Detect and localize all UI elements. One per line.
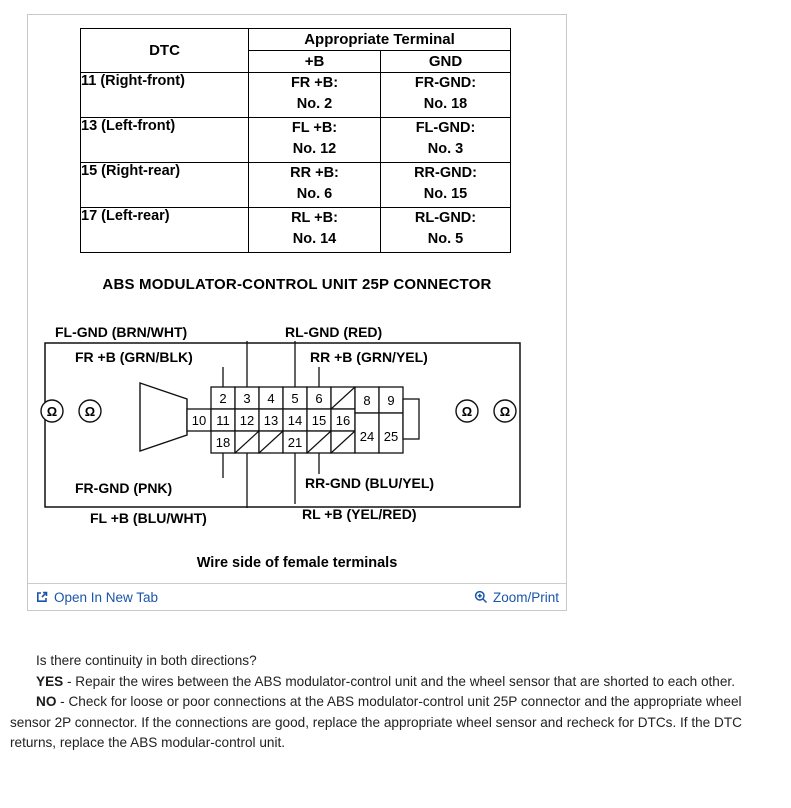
dtc-cell: 13 (Left-front) — [81, 118, 249, 163]
no-label: NO — [36, 694, 57, 710]
pin-number: 8 — [363, 393, 371, 408]
wire-label-fr-b: FR +B (GRN/BLK) — [75, 349, 193, 365]
table-row — [81, 163, 511, 208]
diagnostic-text — [10, 651, 781, 754]
open-in-new-tab-label: Open In New Tab — [54, 589, 159, 605]
pin-number: 11 — [216, 413, 230, 428]
no-text: - Check for loose or poor connections at the ABS modulator-control unit 25P connector and the appropriate wheel sensor 2P connector. If the connections are good, replace the appropriate wheel sensor and recheck for DTCs. If the DTC returns, replace the ABS modular-control unit. — [10, 694, 742, 751]
omega-glyph: Ω — [84, 404, 96, 419]
connector-title: ABS MODULATOR-CONTROL UNIT 25P CONNECTOR — [102, 276, 492, 293]
pin-number: 3 — [243, 391, 251, 406]
question-text: Is there continuity in both directions? — [36, 653, 257, 668]
terminal-name: FR +B: — [290, 75, 339, 91]
terminal-number: No. 3 — [427, 141, 464, 157]
yes-instruction — [10, 672, 781, 693]
pin-number: 5 — [291, 391, 299, 406]
wire-label-rr-b: RR +B (GRN/YEL) — [310, 349, 428, 365]
pin-number: 9 — [387, 393, 395, 408]
omega-glyph: Ω — [461, 404, 473, 419]
wire-label-fr-gnd: FR-GND (PNK) — [75, 480, 173, 496]
terminal-name: RR +B: — [290, 165, 339, 181]
gnd-cell — [381, 163, 511, 208]
terminal-name: RL-GND: — [414, 210, 477, 226]
zoom-print-label: Zoom/Print — [492, 589, 559, 605]
pin-number: 10 — [191, 413, 207, 428]
terminal-name: FL +B: — [291, 120, 338, 136]
pin-number: 12 — [239, 413, 255, 428]
table-header-row — [81, 29, 511, 51]
omega-glyph: Ω — [46, 404, 58, 419]
wire-label-rl-gnd: RL-GND (RED) — [285, 324, 383, 340]
gnd-cell — [381, 118, 511, 163]
gnd-column-header: GND — [381, 51, 511, 73]
yes-text: - Repair the wires between the ABS modulator-control unit and the wheel sensor that are shorted to each other. — [63, 673, 735, 689]
wiring-figure-panel — [27, 14, 567, 611]
dtc-cell: 15 (Right-rear) — [81, 163, 249, 208]
plus-b-column-header: +B — [249, 51, 381, 73]
pin-number: 18 — [215, 435, 231, 450]
plus-b-cell — [249, 163, 381, 208]
diagram-caption: Wire side of female terminals — [196, 555, 398, 571]
pin-number: 13 — [263, 413, 279, 428]
terminal-number: No. 18 — [423, 96, 468, 112]
open-in-new-tab-icon — [35, 590, 49, 604]
pin-number: 2 — [219, 391, 227, 406]
pin-number: 25 — [383, 429, 399, 444]
figure-footer — [28, 583, 566, 610]
terminal-name: RR-GND: — [414, 165, 477, 181]
terminal-number: No. 14 — [292, 231, 337, 247]
pin-number: 21 — [287, 435, 303, 450]
table-row — [81, 73, 511, 118]
wire-label-fl-b: FL +B (BLU/WHT) — [90, 510, 207, 526]
terminal-span-header: Appropriate Terminal — [249, 29, 511, 51]
pin-number: 15 — [311, 413, 327, 428]
connector-diagram — [30, 317, 550, 537]
wire-label-rr-gnd: RR-GND (BLU/YEL) — [305, 475, 435, 491]
plus-b-cell — [249, 73, 381, 118]
no-instruction — [10, 692, 781, 754]
terminal-number: No. 5 — [427, 231, 464, 247]
dtc-terminal-table — [80, 28, 511, 253]
connector-tab — [403, 399, 419, 439]
terminal-name: FR-GND: — [414, 75, 477, 91]
wire-label-fl-gnd: FL-GND (BRN/WHT) — [55, 324, 188, 340]
dtc-cell: 17 (Left-rear) — [81, 208, 249, 253]
gnd-cell — [381, 208, 511, 253]
terminal-number: No. 12 — [292, 141, 337, 157]
terminal-number: No. 15 — [423, 186, 468, 202]
pin-number: 24 — [359, 429, 375, 444]
pin-number: 4 — [267, 391, 275, 406]
yes-label: YES — [36, 673, 64, 689]
terminal-number: No. 2 — [296, 96, 333, 112]
zoom-print-link[interactable] — [474, 590, 559, 605]
table-row — [81, 118, 511, 163]
table-row — [81, 208, 511, 253]
pin-number: 6 — [315, 391, 323, 406]
omega-glyph: Ω — [499, 404, 511, 419]
connector-key-shape — [140, 383, 187, 451]
continuity-question — [10, 651, 781, 672]
gnd-cell — [381, 73, 511, 118]
wire-label-rl-b: RL +B (YEL/RED) — [302, 506, 417, 522]
pin-number: 14 — [287, 413, 303, 428]
plus-b-cell — [249, 208, 381, 253]
dtc-column-header: DTC — [81, 29, 249, 73]
plus-b-cell — [249, 118, 381, 163]
open-in-new-tab-link[interactable] — [35, 590, 158, 605]
dtc-cell: 11 (Right-front) — [81, 73, 249, 118]
pin-number: 16 — [335, 413, 351, 428]
terminal-number: No. 6 — [296, 186, 333, 202]
terminal-name: FL-GND: — [415, 120, 476, 136]
terminal-name: RL +B: — [291, 210, 338, 226]
zoom-icon — [474, 590, 488, 604]
